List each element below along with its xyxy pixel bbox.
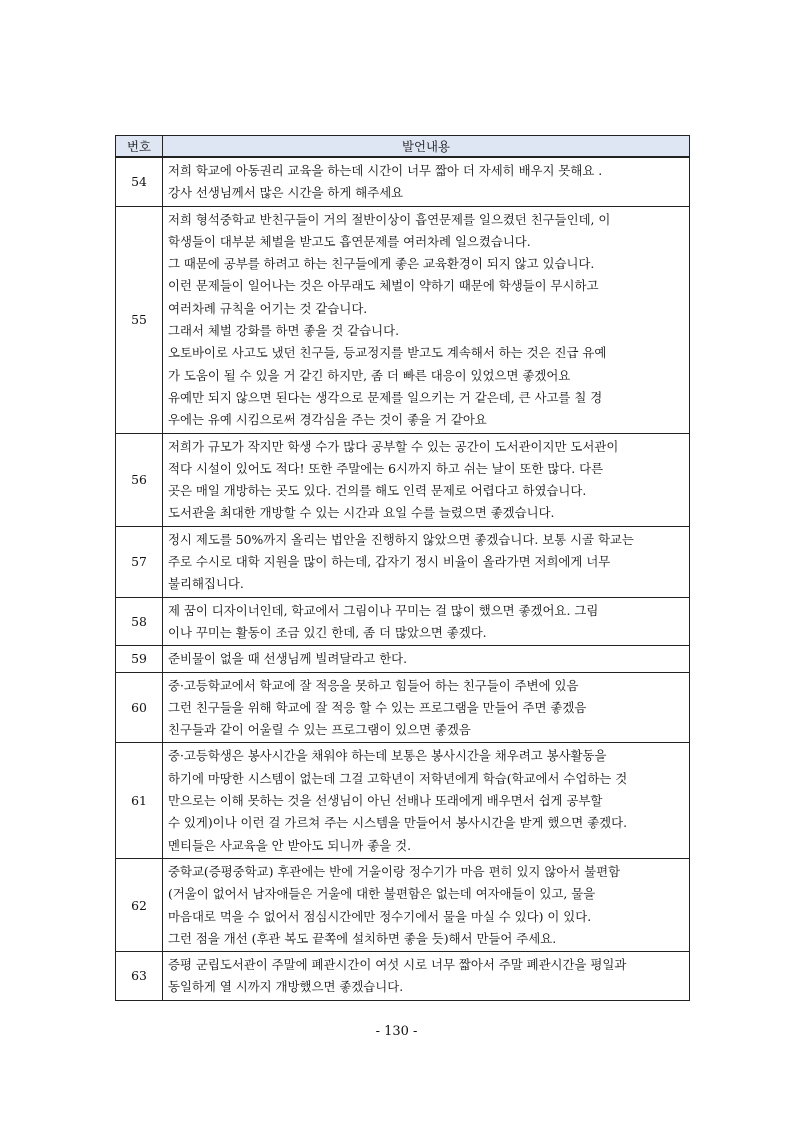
content-line: 저희 학교에 아동권리 교육을 하는데 시간이 너무 짧아 더 자세히 배우지 못해요 .: [168, 163, 603, 178]
table-header: [116, 136, 690, 158]
row-content: [163, 646, 690, 672]
table-row: [116, 206, 690, 433]
row-number: 62: [116, 858, 163, 951]
row-number: 54: [116, 157, 163, 206]
content-line: 하기에 마땅한 시스템이 없는데 그걸 고학년이 저학년에게 학습(학교에서 수업하는 것: [168, 770, 628, 786]
row-number: 57: [116, 526, 163, 597]
content-line: 곳은 매일 개방하는 곳도 있다. 건의를 해도 인력 문제로 어렵다고 하였습니다.: [168, 483, 587, 499]
content-line: 동일하게 열 시까지 개방했으면 좋겠습니다.: [168, 979, 404, 995]
row-number: 63: [116, 952, 163, 1001]
content-line: 그런 점을 개선 (후관 복도 끝쪽에 설치하면 좋을 듯)해서 만들어 주세요.: [168, 930, 557, 946]
row-number: 58: [116, 597, 163, 646]
content-line: 가 도움이 될 수 있을 거 같긴 하지만, 좀 더 빠른 대응이 있었으면 좋겠어요: [168, 367, 571, 383]
row-content: [163, 433, 690, 526]
row-content: [163, 952, 690, 1001]
row-number: 55: [116, 206, 163, 433]
content-line: 주로 수시로 대학 지원을 많이 하는데, 갑자기 정시 비율이 올라가면 저희에게 너무: [168, 554, 611, 570]
content-line: 오토바이로 사고도 냈던 친구들, 등교정지를 받고도 계속해서 하는 것은 진급 유예: [168, 345, 607, 361]
content-line: 강사 선생님께서 많은 시간을 하게 해주세요: [168, 185, 404, 201]
content-line: 적다 시설이 있어도 적다! 또한 주말에는 6시까지 하고 쉬는 날이 또한 많다. 다른: [168, 460, 604, 476]
table-row: [116, 743, 690, 858]
content-line: 준비물이 없을 때 선생님께 빌려달라고 한다.: [168, 651, 408, 667]
header-number: 번호: [116, 136, 163, 158]
row-number: 56: [116, 433, 163, 526]
row-content: [163, 672, 690, 743]
content-line: 학생들이 대부분 체벌을 받고도 흡연문제를 여러차례 일으켰습니다.: [168, 233, 531, 249]
content-line: 불리해집니다.: [168, 576, 244, 592]
row-number: 59: [116, 646, 163, 672]
content-line: 이런 문제들이 일어나는 것은 아무래도 체벌이 약하기 때문에 학생들이 무시하고: [168, 278, 599, 294]
content-line: (거울이 없어서 남자애들은 거울에 대한 불편함은 없는데 여자애들이 있고, 물을: [168, 886, 596, 902]
table-row: [116, 952, 690, 1001]
page-number: - 130 -: [375, 1024, 418, 1039]
table-row: [116, 526, 690, 597]
row-content: [163, 743, 690, 858]
statement-table: [115, 135, 690, 1001]
row-number: 60: [116, 672, 163, 743]
content-line: 중·고등학교에서 학교에 잘 적응을 못하고 힘들어 하는 친구들이 주변에 있음: [168, 677, 579, 693]
table-row: [116, 597, 690, 646]
content-line: 그런 친구들을 위해 학교에 잘 적응 할 수 있는 프로그램을 만들어 주면 좋겠음: [168, 699, 587, 715]
content-line: 저희가 규모가 작지만 학생 수가 많다 공부할 수 있는 공간이 도서관이지만 도서관이: [168, 438, 619, 454]
table-row: [116, 672, 690, 743]
table-row: [116, 858, 690, 951]
content-line: 이나 꾸미는 활동이 조금 있긴 한데, 좀 더 많았으면 좋겠다.: [168, 624, 487, 640]
content-line: 중학교(증평중학교) 후관에는 반에 거울이랑 정수기가 마음 편히 있지 않아서 불편함: [168, 863, 621, 879]
row-content: [163, 597, 690, 646]
content-line: 그 때문에 공부를 하려고 하는 친구들에게 좋은 교육환경이 되지 않고 있습니다.: [168, 256, 595, 272]
table-row: [116, 157, 690, 206]
table-row: [116, 433, 690, 526]
content-line: 멘티들은 사교육을 안 받아도 되니까 좋을 것.: [168, 837, 412, 853]
content-line: 만으로는 이해 못하는 것을 선생님이 아닌 선배나 또래에게 배우면서 쉽게 공부할: [168, 793, 603, 809]
header-content: 발언내용: [163, 136, 690, 158]
table-body: [116, 157, 690, 1000]
header-row: [116, 136, 690, 158]
content-line: 그래서 체벌 강화를 하면 좋을 것 같습니다.: [168, 323, 400, 339]
content-line: 정시 제도를 50%까지 올리는 법안을 진행하지 않았으면 좋겠습니다. 보통 시골 학교는: [168, 531, 634, 547]
content-line: 여러차례 규칙을 어기는 것 같습니다.: [168, 300, 368, 316]
content-line: 증평 군립도서관이 주말에 폐관시간이 여섯 시로 너무 짧아서 주말 폐관시간을 평일과: [168, 957, 627, 973]
content-line: 제 꿈이 디자이너인데, 학교에서 그림이나 꾸미는 걸 많이 했으면 좋겠어요. 그림: [168, 602, 599, 618]
row-number: 61: [116, 743, 163, 858]
content-line: 우에는 유예 시킴으로써 경각심을 주는 것이 좋을 거 같아요: [168, 412, 487, 428]
content-line: 마음대로 먹을 수 없어서 점심시간에만 정수기에서 물을 마실 수 있다) 이 있다.: [168, 908, 592, 924]
row-content: [163, 858, 690, 951]
row-content: [163, 157, 690, 206]
table-row: [116, 646, 690, 672]
content-line: 유예만 되지 않으면 된다는 생각으로 문제를 일으키는 거 같은데, 큰 사고를 칠 경: [168, 389, 603, 405]
row-content: [163, 206, 690, 433]
content-line: 중·고등학생은 봉사시간을 채워야 하는데 보통은 봉사시간을 채우려고 봉사활동을: [168, 748, 607, 764]
content-line: 친구들과 같이 어울릴 수 있는 프로그램이 있으면 좋겠음: [168, 722, 471, 738]
content-line: 저희 형석중학교 반친구들이 거의 절반이상이 흡연문제를 일으켰던 친구들인데, 이: [168, 211, 611, 227]
content-line: 수 있게)이나 이런 걸 가르쳐 주는 시스템을 만들어서 봉사시간을 받게 했으면 좋겠다.: [168, 815, 628, 831]
content-line: 도서관을 최대한 개방할 수 있는 시간과 요일 수를 늘렸으면 좋겠습니다.: [168, 505, 555, 521]
row-content: [163, 526, 690, 597]
